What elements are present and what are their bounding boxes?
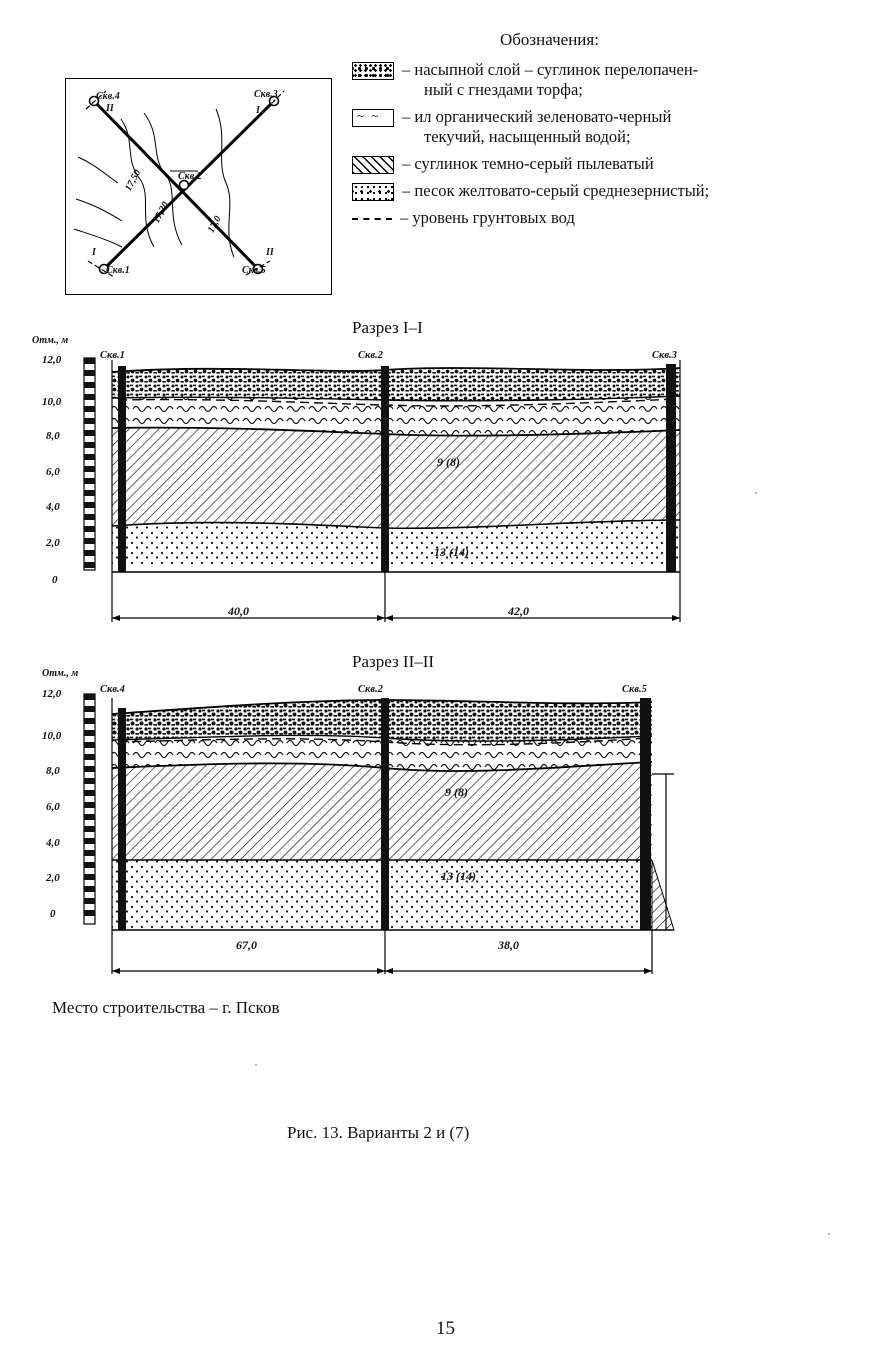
figure-caption: Рис. 13. Варианты 2 и (7) [287, 1123, 470, 1142]
legend-item-text [402, 181, 709, 201]
legend-item-label: – уровень грунтовых вод [400, 208, 575, 227]
plan-section-mark-II-top: II [106, 103, 114, 114]
section-1-tick-12: 12,0 [42, 354, 62, 366]
section-1-tick-2: 2,0 [46, 537, 60, 549]
fill-soil-swatch-icon [352, 62, 394, 80]
legend-item-label-cont: текучий, насыщенный водой; [424, 127, 631, 146]
section-2-tick-8: 8,0 [46, 765, 60, 777]
legend-item-label: – суглинок темно-серый пылеватый [402, 154, 654, 173]
section-2-tick-0: 0 [50, 908, 56, 920]
legend-item [352, 208, 872, 228]
construction-location: Место строительства – г. Псков [52, 998, 280, 1017]
plan-well-label-4: Скв.4 [96, 91, 120, 102]
section-1-tick-6: 6,0 [46, 466, 60, 478]
section-2-diagram [0, 664, 891, 979]
plan-well-label-5: Скв.5 [242, 265, 266, 276]
section-2-title: Разрез II–II [352, 652, 435, 671]
plan-section-mark-I-bottom: I [92, 247, 96, 258]
groundwater-dash-line-icon [352, 210, 392, 226]
section-2-soil-label-loam: 9 (8) [445, 785, 468, 799]
section-2-tick-10: 10,0 [42, 730, 62, 742]
section-1-tick-4: 4,0 [46, 501, 60, 513]
legend-item-label: – песок желтовато-серый среднезернистый; [402, 181, 710, 200]
plan-contour-label-170: 17,0 [205, 214, 224, 235]
section-1-well-label-3: Скв.3 [652, 350, 677, 361]
section-1-distance-1: 40,0 [228, 604, 249, 618]
legend-title: Обозначения: [500, 30, 599, 49]
section-1-axis-caption: Отм., м [32, 335, 69, 346]
plan-well-label-2: Скв.2 [178, 171, 202, 182]
plan-well-label-3: Скв.3 [254, 89, 278, 100]
section-2-distance-2: 38,0 [498, 938, 519, 952]
loam-swatch-icon [352, 156, 394, 174]
section-2-tick-12: 12,0 [42, 688, 62, 700]
legend-item [352, 60, 872, 100]
legend-item-text [402, 60, 698, 100]
section-2-well-label-4: Скв.4 [100, 684, 125, 695]
section-2-well-label-2: Скв.2 [358, 684, 383, 695]
legend-item-label-cont: ный с гнездами торфа; [424, 80, 583, 99]
section-2-tick-2: 2,0 [46, 872, 60, 884]
plan-section-mark-I-top: I [256, 105, 260, 116]
legend-item [352, 154, 872, 174]
section-1-tick-8: 8,0 [46, 430, 60, 442]
plan-contour-label-1750: 17,50 [123, 167, 144, 194]
section-2-axis-caption: Отм., м [42, 668, 79, 679]
section-1-tick-0: 0 [52, 574, 58, 586]
page-number: 15 [436, 1318, 455, 1339]
section-1-soil-label-loam: 9 (8) [437, 455, 460, 469]
section-1-well-label-2: Скв.2 [358, 350, 383, 361]
section-1-soil-label-sand: 13 (14) [434, 545, 469, 559]
legend-item [352, 107, 872, 147]
section-2-tick-4: 4,0 [46, 837, 60, 849]
legend-item-label: – ил органический зеленовато-черный [402, 107, 672, 126]
section-2-soil-label-sand: 13 (14) [441, 869, 476, 883]
section-1-tick-10: 10,0 [42, 396, 62, 408]
legend-item-label: – насыпной слой – суглинок перелопачен- [402, 60, 699, 79]
legend [352, 60, 872, 235]
section-2-tick-6: 6,0 [46, 801, 60, 813]
section-1-title: Разрез I–I [352, 318, 423, 337]
section-1-diagram [0, 330, 891, 635]
site-plan-map [65, 78, 332, 295]
sand-swatch-icon [352, 183, 394, 201]
section-2-well-label-5: Скв.5 [622, 684, 647, 695]
plan-contour-label-1720: 17,20 [151, 199, 172, 226]
organic-silt-swatch-icon [352, 109, 394, 127]
legend-item-text [400, 208, 575, 228]
plan-section-mark-II-bottom: II [266, 247, 274, 258]
legend-item-text [402, 154, 654, 174]
plan-well-label-1: Скв.1 [106, 265, 130, 276]
legend-item-text [402, 107, 671, 147]
section-1-well-label-1: Скв.1 [100, 350, 125, 361]
section-1-distance-2: 42,0 [508, 604, 529, 618]
legend-item [352, 181, 872, 201]
section-2-distance-1: 67,0 [236, 938, 257, 952]
